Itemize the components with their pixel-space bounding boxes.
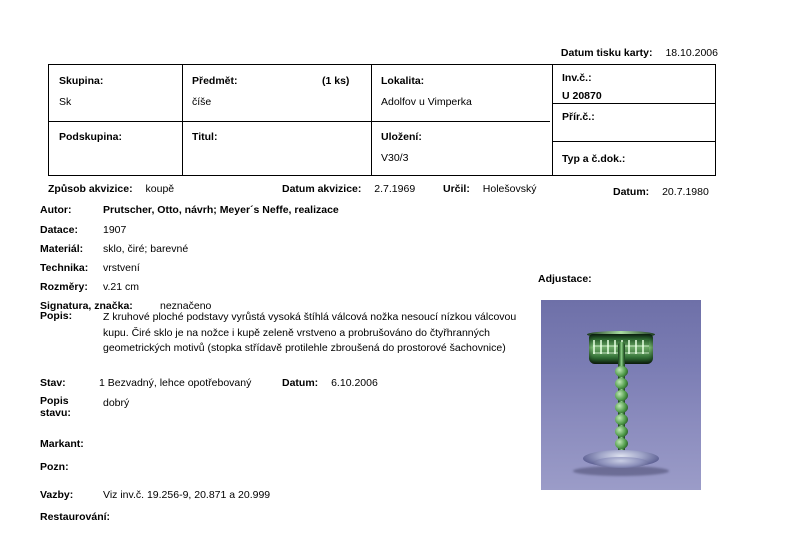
skupina-value: Sk — [59, 96, 72, 108]
datum-urceni-label: Datum: — [613, 186, 650, 198]
ulozeni-label: Uložení: — [381, 131, 422, 143]
stem-bead — [615, 402, 628, 413]
field-adjustace — [538, 273, 592, 285]
rozmery-value: v.21 cm — [103, 281, 139, 293]
stav-label: Stav: — [40, 377, 66, 389]
inv-label: Inv.č.: — [562, 72, 592, 84]
table-divider-3 — [552, 65, 553, 175]
rozmery-label: Rozměry: — [40, 281, 88, 293]
urcil-label: Určil: — [443, 183, 470, 195]
stem-bead — [615, 438, 628, 449]
technika-label: Technika: — [40, 262, 89, 274]
stem-bead — [615, 378, 628, 389]
field-datum-urceni — [613, 186, 709, 198]
popis-line-3: geometrických motivů (stopka střídavě protilehle zbroušená do prostorové šachovnice) — [103, 342, 506, 354]
stem-bead — [615, 426, 628, 437]
markant-label: Markant: — [40, 438, 84, 450]
popis-stavu-value: dobrý — [103, 397, 130, 409]
ulozeni-value: V30/3 — [381, 152, 409, 164]
material-value: sklo, čiré; barevné — [103, 243, 189, 255]
popis-text — [103, 310, 523, 357]
inv-value: U 20870 — [562, 90, 602, 102]
table-row-divider-inv — [552, 103, 715, 104]
stem-bead — [615, 390, 628, 401]
popis-label: Popis: — [40, 310, 73, 322]
field-datace-label — [40, 224, 78, 236]
header-table — [48, 64, 716, 176]
skupina-label: Skupina: — [59, 75, 104, 87]
lokalita-value: Adolfov u Vimperka — [381, 96, 472, 108]
table-divider-2 — [371, 65, 372, 175]
print-date-value: 18.10.2006 — [665, 47, 718, 59]
field-urcil — [443, 183, 536, 195]
stav-datum-value: 6.10.2006 — [331, 377, 378, 389]
popis-line-2: kupu. Čiré sklo je na nožce i kupě zeleně vrstveno a probrušováno do čtyřhranných — [103, 326, 490, 339]
table-row-divider — [49, 121, 550, 122]
field-popis-label — [40, 310, 72, 322]
autor-label: Autor: — [40, 204, 72, 216]
predmet-count: (1 ks) — [322, 75, 350, 87]
vazby-label: Vazby: — [40, 489, 74, 501]
titul-label: Titul: — [192, 131, 218, 143]
signatura-value: neznačeno — [160, 300, 212, 312]
vazby-value: Viz inv.č. 19.256-9, 20.871 a 20.999 — [103, 489, 271, 501]
prir-label: Přír.č.: — [562, 111, 595, 123]
predmet-value: číše — [192, 96, 212, 108]
popis-stavu-label-line1: Popis — [40, 395, 69, 407]
table-row-divider-prir — [552, 141, 715, 142]
lokalita-label: Lokalita: — [381, 75, 425, 87]
popis-stavu-label-line2: stavu: — [40, 407, 71, 419]
stav-value: 1 Bezvadný, lehce opotřebovaný — [99, 377, 252, 389]
stem-bead — [615, 414, 628, 425]
print-date — [561, 47, 718, 59]
field-stav-datum — [282, 377, 378, 389]
field-datum-akvizice — [282, 183, 415, 195]
signatura-label: Signatura, značka: — [40, 300, 133, 312]
stav-datum-label: Datum: — [282, 377, 319, 389]
predmet-label: Předmět: — [192, 75, 238, 87]
cell-inv — [562, 72, 602, 102]
cell-skupina — [59, 75, 103, 108]
cell-lokalita — [381, 75, 472, 108]
stem-bead — [615, 366, 628, 377]
field-material-label — [40, 243, 83, 255]
field-zpusob-akvizice — [48, 183, 174, 195]
object-photo — [541, 300, 701, 490]
technika-value: vrstvení — [103, 262, 140, 274]
field-technika-label — [40, 262, 88, 274]
typ-label: Typ a č.dok.: — [562, 153, 626, 165]
datum-akvizice-label: Datum akvizice: — [282, 183, 362, 195]
field-stav-label — [40, 377, 66, 389]
datum-urceni-value: 20.7.1980 — [662, 186, 709, 198]
cell-ulozeni — [381, 131, 422, 164]
field-rozmery-label — [40, 281, 88, 293]
podskupina-label: Podskupina: — [59, 131, 123, 143]
table-divider-1 — [182, 65, 183, 175]
urcil-value: Holešovský — [482, 183, 537, 195]
print-date-label: Datum tisku karty: — [560, 47, 653, 59]
restaurovani-label: Restaurování: — [40, 511, 111, 523]
material-label: Materiál: — [40, 243, 84, 255]
zpusob-akvizice-label: Způsob akvizice: — [48, 183, 133, 195]
autor-value: Prutscher, Otto, návrh; Meyer´s Neffe, realizace — [103, 204, 339, 216]
popis-line-1: Z kruhové ploché podstavy vyrůstá vysoká štíhlá válcová nožka nesoucí nízkou válcovou — [103, 311, 517, 323]
zpusob-akvizice-value: koupě — [145, 183, 175, 195]
field-autor-label — [40, 204, 72, 216]
pozn-label: Pozn: — [40, 461, 69, 473]
adjustace-label: Adjustace: — [538, 273, 592, 285]
glass-foot-inner — [594, 457, 648, 468]
datace-value: 1907 — [103, 224, 127, 236]
datace-label: Datace: — [40, 224, 78, 236]
datum-akvizice-value: 2.7.1969 — [374, 183, 416, 195]
